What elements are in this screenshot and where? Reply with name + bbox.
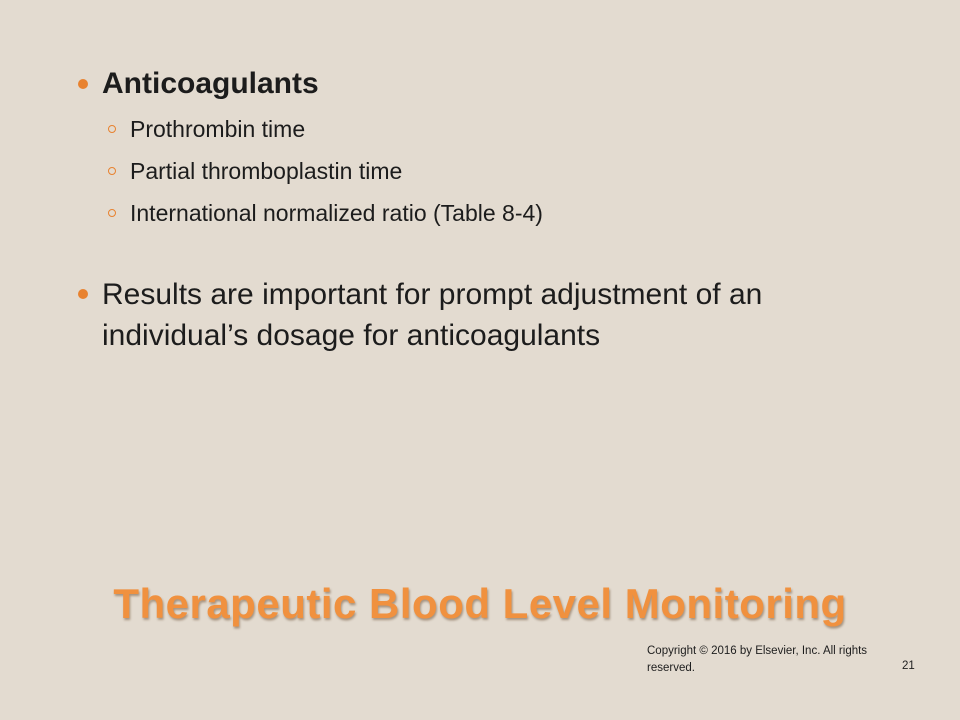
sub-bullet-item — [108, 150, 896, 192]
sub-bullet-text: Prothrombin time — [130, 116, 306, 142]
copyright-notice: Copyright © 2016 by Elsevier, Inc. All rights reserved. — [647, 645, 868, 674]
slide-title: Therapeutic Blood Level Monitoring — [113, 580, 847, 627]
bullet-dot-icon — [78, 289, 88, 299]
bullet-text: Anticoagulants — [102, 67, 319, 100]
slide-body — [76, 66, 896, 356]
page-number: 21 — [902, 660, 915, 672]
sub-bullet-ring-icon — [108, 209, 116, 217]
bullet-item — [76, 274, 896, 356]
bullet-dot-icon — [78, 79, 88, 89]
sub-bullet-text: International normalized ratio (Table 8-4) — [130, 200, 543, 226]
sub-bullet-item — [108, 108, 896, 150]
bullet-item — [76, 66, 896, 102]
bullet-text: Results are important for prompt adjustment of an individual’s dosage for anticoagulants — [102, 278, 763, 352]
sub-bullet-text: Partial thromboplastin time — [130, 158, 403, 184]
sub-bullet-ring-icon — [108, 125, 116, 133]
sub-bullet-ring-icon — [108, 167, 116, 175]
sub-bullet-list — [108, 108, 896, 234]
sub-bullet-item — [108, 192, 896, 234]
